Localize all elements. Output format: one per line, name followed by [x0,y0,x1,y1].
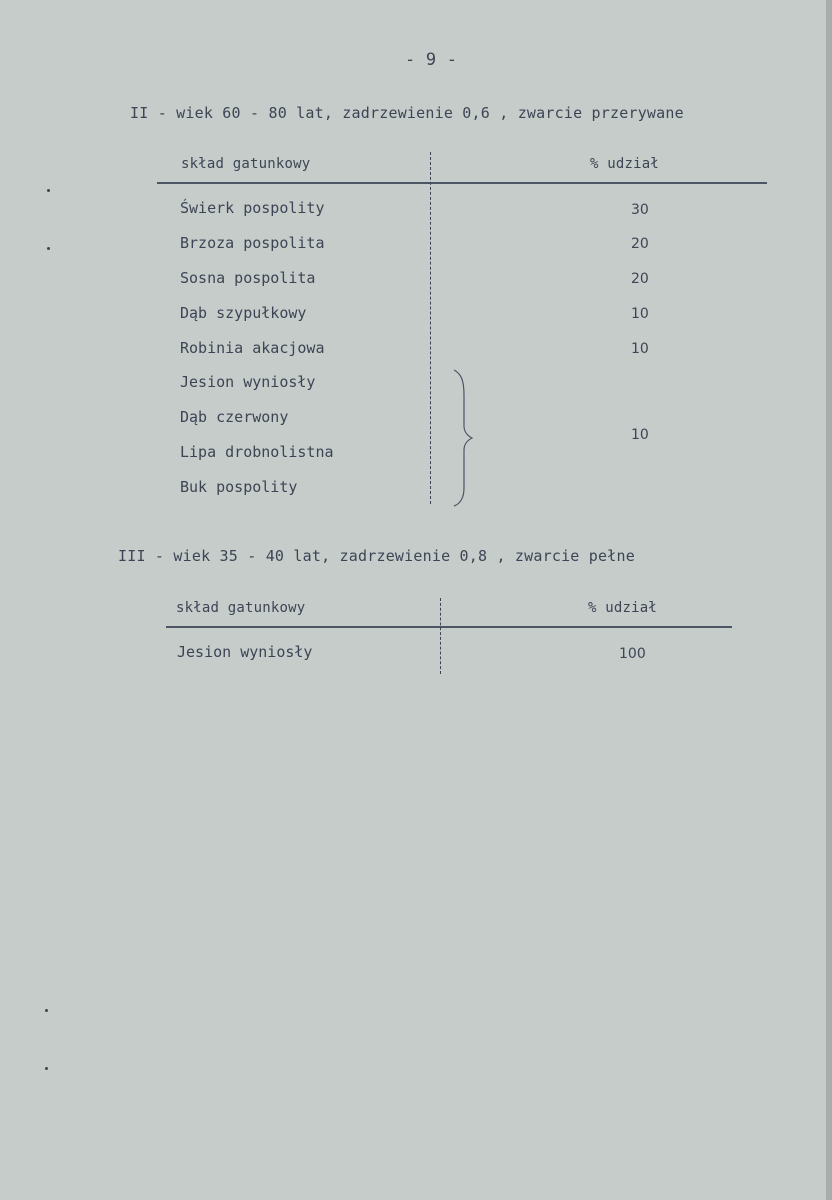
section-ii-col-share: % udział [590,156,660,172]
table-row-share: 100 [619,646,646,662]
table-row-species: Dąb czerwony [180,408,289,426]
section-ii-column-divider [430,152,431,504]
table-row-species: Dąb szypułkowy [180,304,307,322]
section-iii-heading: III - wiek 35 - 40 lat, zadrzewienie 0,8 , zwarcie pełne [118,547,635,565]
table-row-species: Buk pospolity [180,478,298,496]
section-iii-col-share: % udział [588,600,658,616]
table-row-species: Robinia akacjowa [180,339,325,357]
table-row-share: 10 [631,341,649,357]
section-iii-column-divider [440,598,441,674]
section-iii-header-rule [166,626,732,628]
table-row-share: 10 [631,306,649,322]
margin-dot [47,189,50,192]
margin-dot [45,1009,48,1012]
section-ii-heading: II - wiek 60 - 80 lat, zadrzewienie 0,6 , zwarcie przerywane [130,104,684,122]
table-row-species: Świerk pospolity [180,199,325,217]
section-ii-col-species: skład gatunkowy [181,156,311,172]
grouping-brace-icon [448,368,478,508]
page-number: - 9 - [405,50,458,70]
margin-dot [45,1067,48,1070]
table-row-share: 30 [631,202,649,218]
table-row-species: Brzoza pospolita [180,234,325,252]
table-row-share: 20 [631,236,649,252]
section-ii-header-rule [157,182,767,184]
section-iii-col-species: skład gatunkowy [176,600,306,616]
margin-dot [47,247,50,250]
group-share: 10 [631,427,649,443]
table-row-species: Lipa drobnolistna [180,443,334,461]
table-row-species: Sosna pospolita [180,269,316,287]
page-edge [826,0,832,1200]
table-row-share: 20 [631,271,649,287]
table-row-species: Jesion wyniosły [180,373,316,391]
table-row-species: Jesion wyniosły [177,643,313,661]
